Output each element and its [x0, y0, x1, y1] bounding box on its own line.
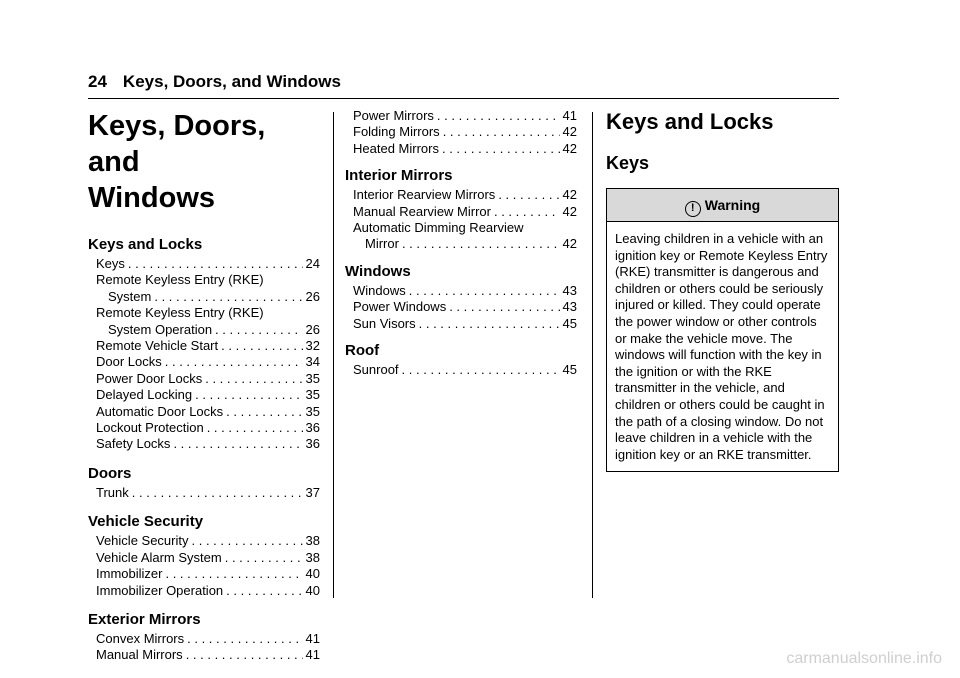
toc-section-heading: Doors [88, 464, 132, 482]
toc-entry[interactable]: Manual Rearview Mirror . . . 42 [345, 204, 577, 220]
toc-entry[interactable]: Vehicle Security . . . 38 [88, 533, 320, 549]
toc-entry[interactable]: Interior Rearview Mirrors . . . 42 [345, 187, 577, 203]
content-column [606, 108, 839, 472]
chapter-title [88, 108, 320, 216]
warning-label: Warning [704, 197, 761, 213]
toc-section-heading: Vehicle Security [88, 513, 204, 531]
warning-symbol-icon: ! [685, 201, 701, 217]
toc-entry[interactable]: Keys . . . 24 [88, 256, 320, 272]
toc-entry[interactable]: Manual Mirrors . . . 41 [88, 647, 320, 663]
warning-text: Leaving children in a vehicle with an ignition key or Remote Keyless Entry (RKE) transmitter is dangerous and children or others could be seriously injured or killed. They could operate the power window or other controls or make the vehicle move. The windows will function with the key in the ignition or with the RKE transmitter in the vehicle, and children or others could be caught in the path of a closing window. Do not leave children in a vehicle with the ignition key or an RKE transmitter. [615, 231, 828, 462]
toc-entry[interactable]: System Operation . . . 26 [88, 322, 320, 338]
toc-entry[interactable]: Trunk . . . 37 [88, 485, 320, 501]
running-title: Keys, Doors, and Windows [122, 72, 341, 91]
toc-section-heading: Exterior Mirrors [88, 610, 201, 628]
toc-entry[interactable]: Mirror . . . 42 [345, 236, 577, 252]
toc-entry[interactable]: Safety Locks . . . 36 [88, 436, 320, 452]
toc-entry-line[interactable]: Remote Keyless Entry (RKE) [96, 305, 264, 321]
toc-entry[interactable]: Power Windows . . . 43 [345, 299, 577, 315]
toc-entry-line[interactable]: Remote Keyless Entry (RKE) [96, 272, 264, 288]
watermark: carmanualsonline.info [786, 650, 942, 667]
toc-entry[interactable]: Sun Visors . . . 45 [345, 316, 577, 332]
toc-entry[interactable]: Heated Mirrors . . . 42 [345, 141, 577, 157]
toc-entry[interactable]: Power Door Locks . . . 35 [88, 371, 320, 387]
toc-entry[interactable]: Windows . . . 43 [345, 283, 577, 299]
page-header [88, 72, 341, 92]
toc-entry[interactable]: Folding Mirrors . . . 42 [345, 124, 577, 140]
column-divider [333, 112, 334, 598]
toc-section-heading: Roof [345, 342, 380, 360]
toc-section-heading: Keys and Locks [88, 236, 203, 253]
toc-entry[interactable]: Immobilizer Operation . . . 40 [88, 583, 320, 599]
toc-entry-line[interactable]: Automatic Dimming Rearview [353, 220, 524, 236]
column-divider [592, 112, 593, 598]
warning-box [606, 188, 839, 472]
subsection-heading: Keys [606, 153, 650, 173]
toc-entry[interactable]: Remote Vehicle Start . . . 32 [88, 338, 320, 354]
toc-entry[interactable]: Delayed Locking . . . 35 [88, 387, 320, 403]
toc-column-1 [88, 108, 320, 664]
toc-entry[interactable]: Immobilizer . . . 40 [88, 566, 320, 582]
header-rule [88, 98, 839, 99]
toc-entry[interactable]: Lockout Protection . . . 36 [88, 420, 320, 436]
toc-section-heading: Windows [345, 262, 411, 280]
section-heading: Keys and Locks [606, 109, 774, 134]
toc-entry[interactable]: Door Locks . . . 34 [88, 354, 320, 370]
toc-entry[interactable]: Convex Mirrors . . . 41 [88, 631, 320, 647]
page-number: 24 [88, 72, 107, 91]
toc-entry[interactable]: Automatic Door Locks . . . 35 [88, 404, 320, 420]
chapter-title-line: Windows [88, 182, 216, 214]
toc-column-2 [345, 108, 577, 378]
toc-entry[interactable]: Sunroof . . . 45 [345, 362, 577, 378]
toc-entry[interactable]: Power Mirrors . . . 41 [345, 108, 577, 124]
warning-header [607, 189, 838, 222]
toc-entry[interactable]: Vehicle Alarm System . . . 38 [88, 550, 320, 566]
chapter-title-line: Keys, Doors, and [88, 110, 266, 178]
toc-entry[interactable]: System . . . 26 [88, 289, 320, 305]
toc-section-heading: Interior Mirrors [345, 167, 453, 185]
